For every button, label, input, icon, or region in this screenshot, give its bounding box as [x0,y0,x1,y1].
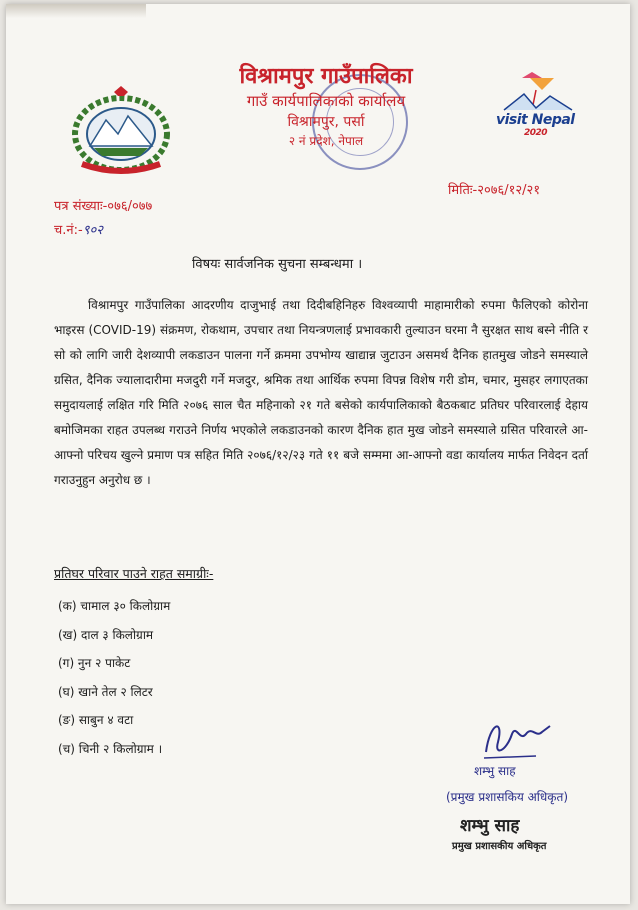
relief-title: प्रतिघर परिवार पाउने राहत समाग्रीः- [54,566,214,581]
signatory-name-handwritten: शम्भु साह [474,764,516,778]
list-item: (घ) खाने तेल २ लिटर [58,684,153,699]
visit-nepal-wordmark [496,112,575,138]
list-item: (क) चामाल ३० किलोग्राम [58,599,171,613]
body-paragraph: विश्रामपुर गाउँपालिका आदरणीय दाजुभाई तथा दिदीबहिनिहरु विश्वव्यापी माहामारीको रुपमा फैलिएको कोरोना भाइरस (COVID-19) संक्रमण, रोकथाम, उपचार तथा नियन्त्रणलाई प्रभावकारी तुल्याउन घरमा नै सुरक्षत साथ बस्ने नीति र सो को लागि जारी देशव्यापी लकडाउन पालना गर्ने क्रममा उपभोग्य खाद्यान्न जुटाउन असमर्थ दैनिक हातमुख जोडने समस्याले ग्रसित, दैनिक ज्यालादारीमा मजदुरी गर्ने मजदुर, श्रमिक तथा आर्थिक रुपमा विपन्न विशेष गरी डोम, चमार, मुसहर लगाएतका समुदायलाई लक्षित गरि मिति २०७६ साल चैत महिनाको २१ गते बसेको कार्यपालिकाको बैठकबाट प्रतिघर परिवारलाई देहाय बमोजिमका राहत उपलब्ध गराउने निर्णय भएकोले लकडाउनको कारण दैनिक हात मुख जोडने समस्याले ग्रसित परिवारले आ-आफ्नो परिचय खुल्ने प्रमाण पत्र सहित मिति २०७६/१२/२३ गते ११ बजे सम्ममा आ-आफ्नो वडा कार्यालय मार्फत निवेदन दर्ता गराउनुहुन अनुरोध छ । [54,298,588,487]
signatory-title-handwritten: (प्रमुख प्रशासकिय अधिकृत) [446,790,569,804]
list-item: (ख) दाल ३ किलोग्राम [58,627,154,642]
handwritten-signature [476,712,558,764]
municipality-name: विश्रामपुर गाउँपालिका [239,64,413,89]
office-name: गाउँ कार्यपालिकाको कार्यालय [246,92,406,110]
subject-line: विषयः सार्वजनिक सुचना सम्बन्धमा । [192,257,363,272]
dispatch-label: च.नं:- [54,223,83,238]
letter-paper [6,4,630,904]
paper-edge [6,4,146,18]
nepal-word: Nepal [531,112,575,128]
signatory-name-stamp: शम्भु साह [460,816,520,836]
list-item: (च) चिनी २ किलोग्राम । [58,741,163,756]
reference-number: पत्र संख्याः-०७६/०७७ [54,199,153,214]
visit-year: 2020 [524,128,548,138]
relief-list [58,592,170,763]
province-line: २ नं प्रदेश, नेपाल [288,134,364,148]
visit-word: visit [496,112,528,128]
office-location: विश्रामपुर, पर्सा [287,114,365,130]
list-item: (ग) नुन २ पाकेट [58,656,131,670]
letterhead [206,64,446,150]
signatory-title-stamp: प्रमुख प्रशासकीय अधिकृत [452,841,547,852]
government-emblem-icon [68,86,174,176]
dispatch-number [54,220,103,238]
letter-date: मितिः-२०७६/१२/२१ [448,183,541,198]
dispatch-value: ९०२ [82,223,103,238]
list-item: (ङ) साबुन ४ वटा [58,713,134,727]
